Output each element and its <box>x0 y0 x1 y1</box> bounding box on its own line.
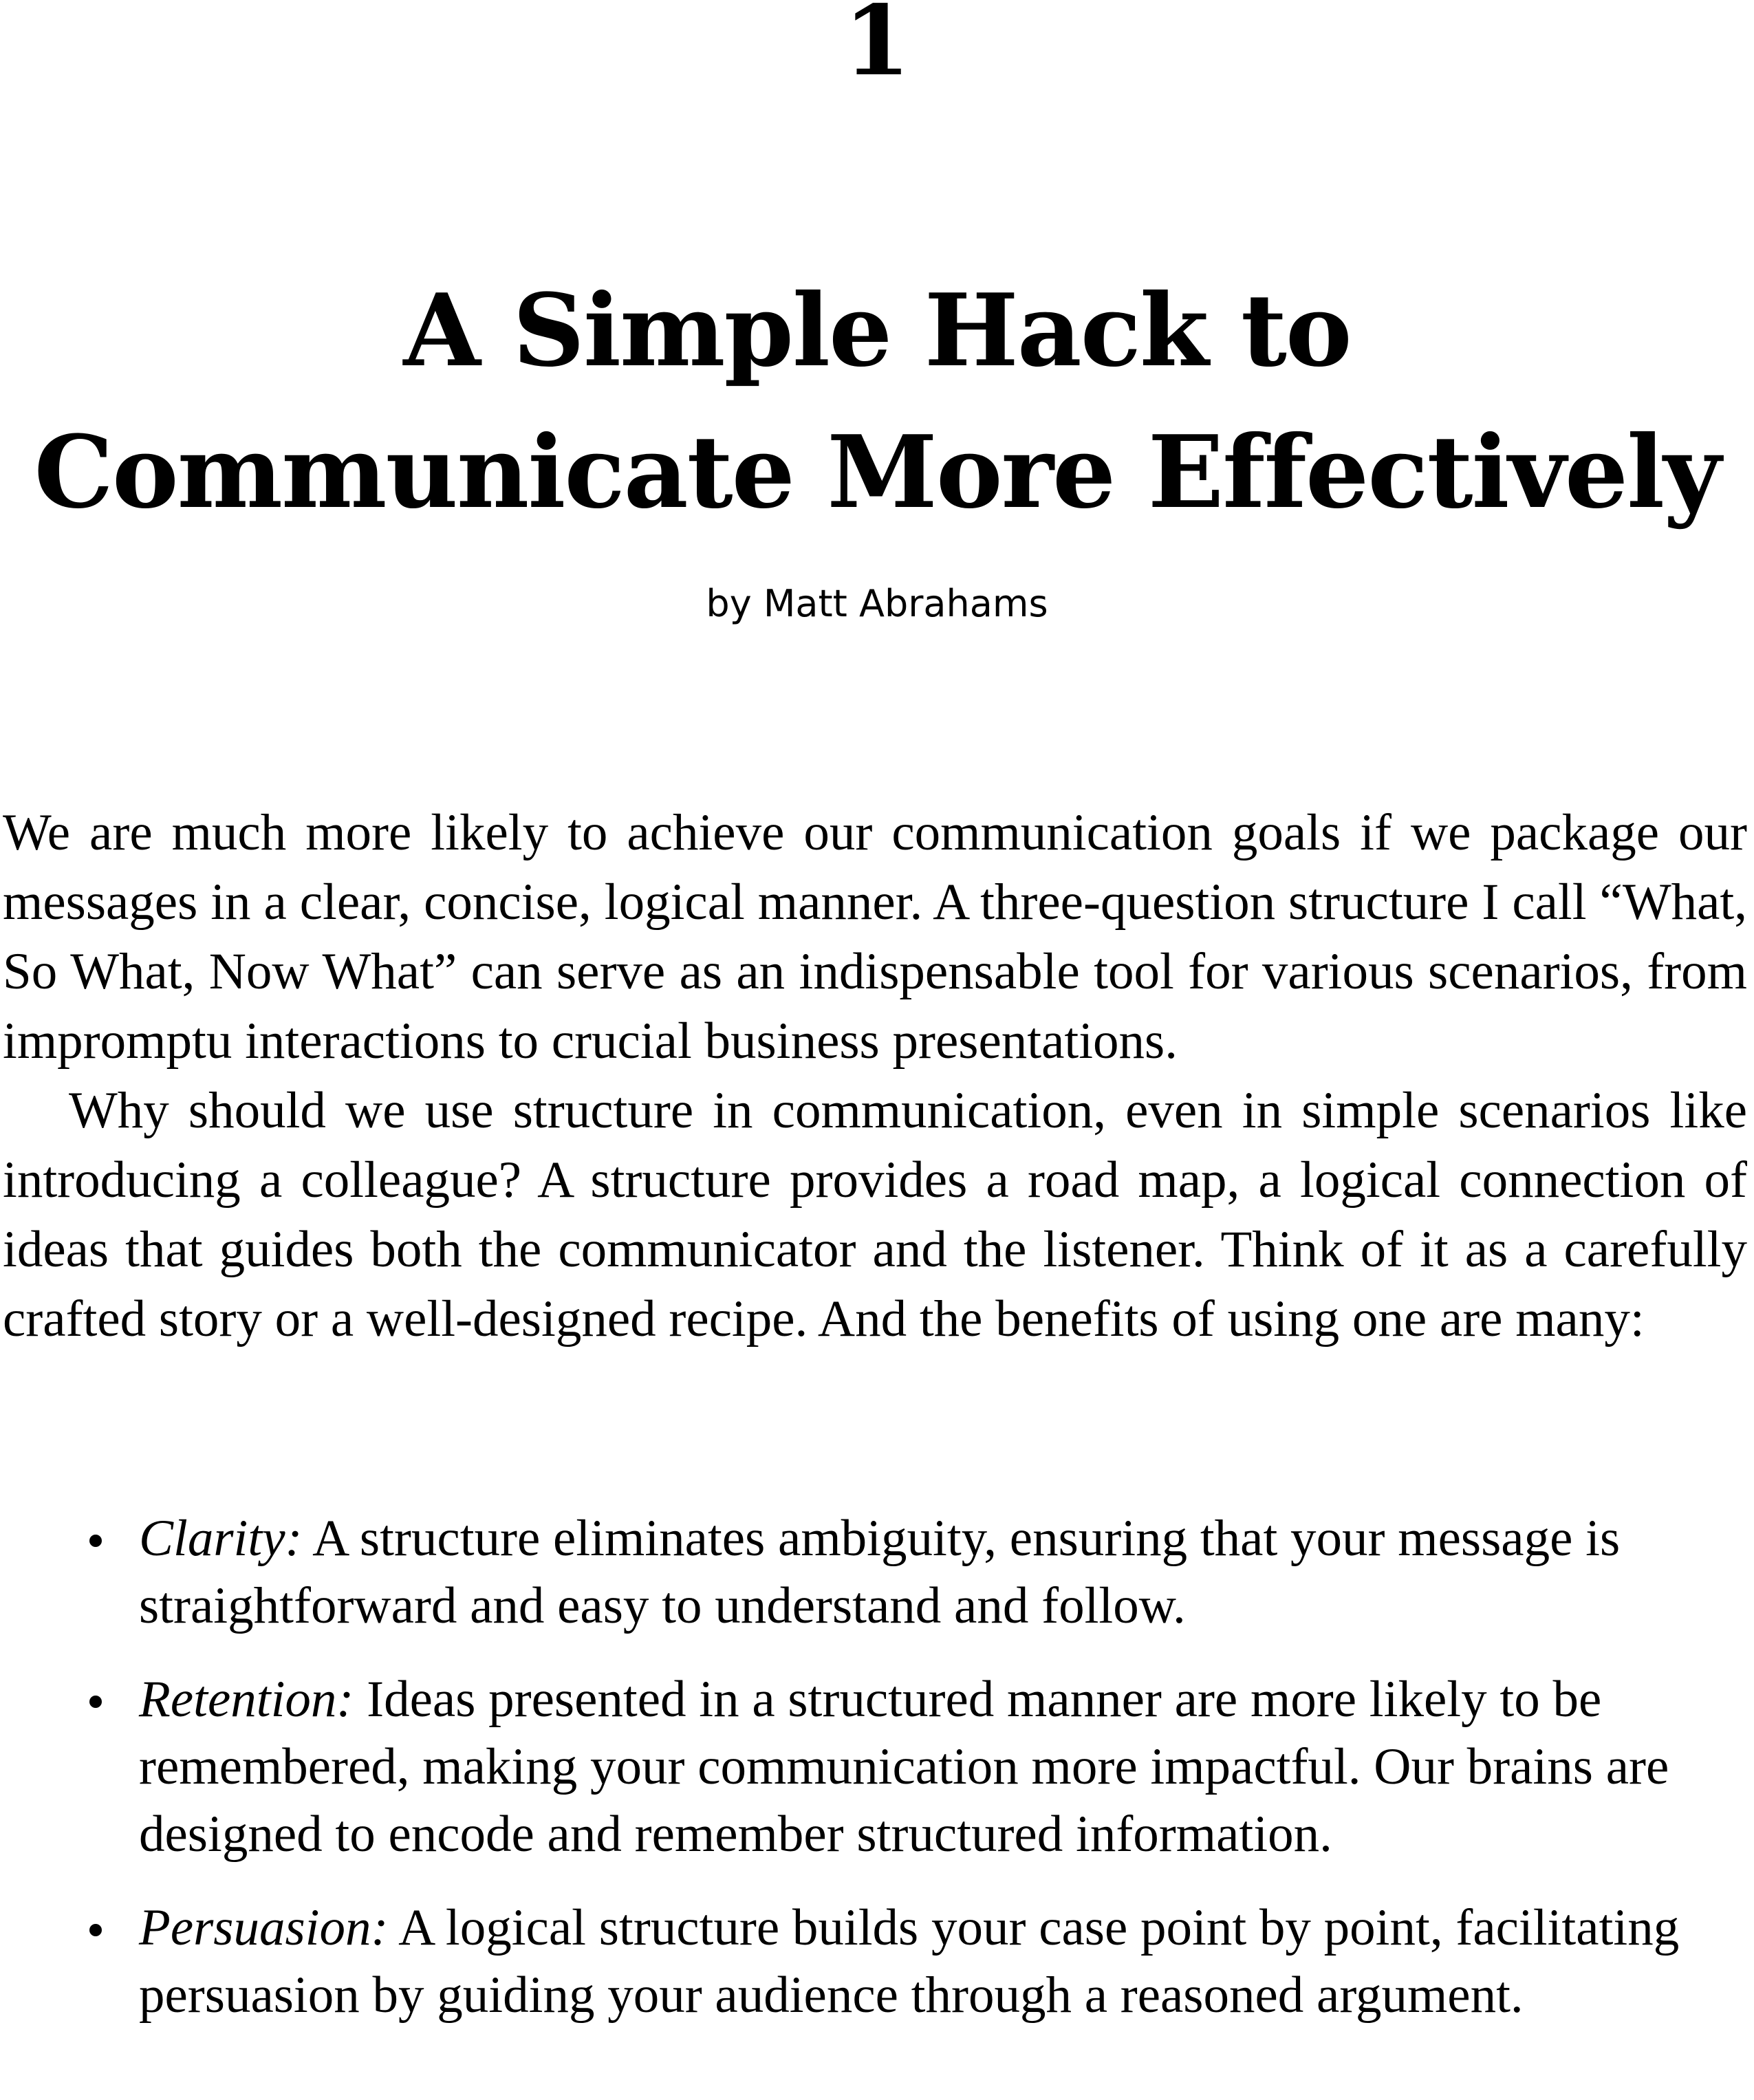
body-text <box>3 798 1747 1354</box>
paragraph-intro: We are much more likely to achieve our communication goals if we package our messages in a clear, concise, logical manner. A three-question structure I call “What, So What, Now What” can serve as an indispensable tool for various scenarios, from impromptu interactions to crucial business presentations. <box>3 804 1747 1070</box>
benefit-text: Ideas presented in a structured manner are more likely to be remembered, making your communication more impactful. Our brains are designed to encode and remember structured information. <box>139 1671 1669 1863</box>
paragraph-why-structure: Why should we use structure in communication, even in simple scenarios like introducing a colleague? A structure provides a road map, a logical connection of ideas that guides both the communicator and the listener. Think of it as a carefully crafted story or a well-designed recipe. And the benefits of using one are many: <box>3 1082 1747 1347</box>
bullet-icon <box>89 1696 102 1708</box>
chapter-title <box>0 260 1754 543</box>
list-item-persuasion <box>0 1894 1720 2029</box>
list-item-retention <box>0 1666 1720 1868</box>
benefit-term: Persuasion: <box>139 1899 389 1956</box>
chapter-number: 1 <box>843 0 911 98</box>
benefit-term: Retention: <box>139 1671 354 1728</box>
benefits-list <box>0 1505 1720 2055</box>
chapter-title-line-1: A Simple Hack to <box>403 272 1351 389</box>
benefit-text: A structure eliminates ambiguity, ensuring that your message is straightforward and easy to understand and follow. <box>139 1510 1621 1634</box>
chapter-title-line-2: Communicate More Effectively <box>34 414 1720 531</box>
author-byline: by Matt Abrahams <box>706 582 1048 625</box>
bullet-icon <box>89 1924 102 1936</box>
benefit-term: Clarity: <box>139 1510 303 1567</box>
bullet-icon <box>89 1535 102 1547</box>
benefit-text: A logical structure builds your case point by point, facilitating persuasion by guiding your audience through a reasoned argument. <box>139 1899 1680 2024</box>
list-item-clarity <box>0 1505 1720 1640</box>
